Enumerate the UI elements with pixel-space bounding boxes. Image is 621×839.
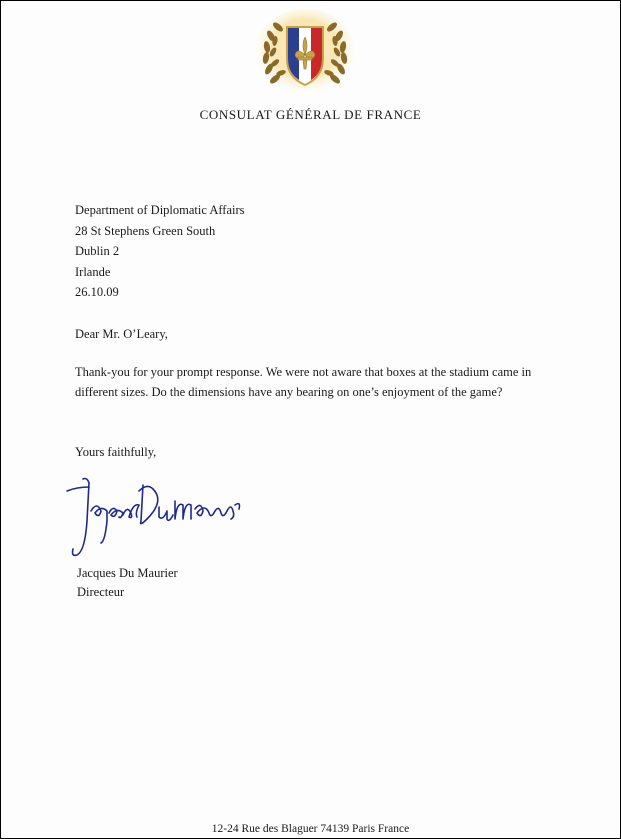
signer-title: Directeur bbox=[77, 585, 125, 599]
recipient-address bbox=[75, 200, 245, 303]
consulate-title: CONSULAT GÉNÉRAL DE FRANCE bbox=[199, 107, 422, 122]
recipient-line-3: Dublin 2 bbox=[75, 244, 120, 258]
footer-address: 12-24 Rue des Blaguer 74139 Paris France bbox=[211, 823, 410, 835]
recipient-line-1: Department of Diplomatic Affairs bbox=[75, 203, 245, 217]
closing: Yours faithfully, bbox=[75, 445, 157, 459]
recipient-line-4: Irlande bbox=[75, 264, 111, 279]
salutation: Dear Mr. O’Leary, bbox=[75, 327, 168, 341]
consulate-crest-icon bbox=[253, 9, 357, 99]
letter-body: Thank-you for your prompt response. We were not aware that boxes at the stadium came in different sizes. Do the dimensions have any bearing on one’s enjoyment of the game? bbox=[75, 365, 532, 399]
letter-date: 26.10.09 bbox=[75, 285, 119, 299]
recipient-line-2: 28 St Stephens Green South bbox=[75, 223, 216, 238]
handwritten-signature bbox=[53, 461, 249, 561]
signer-name: Jacques Du Maurier bbox=[77, 566, 178, 580]
